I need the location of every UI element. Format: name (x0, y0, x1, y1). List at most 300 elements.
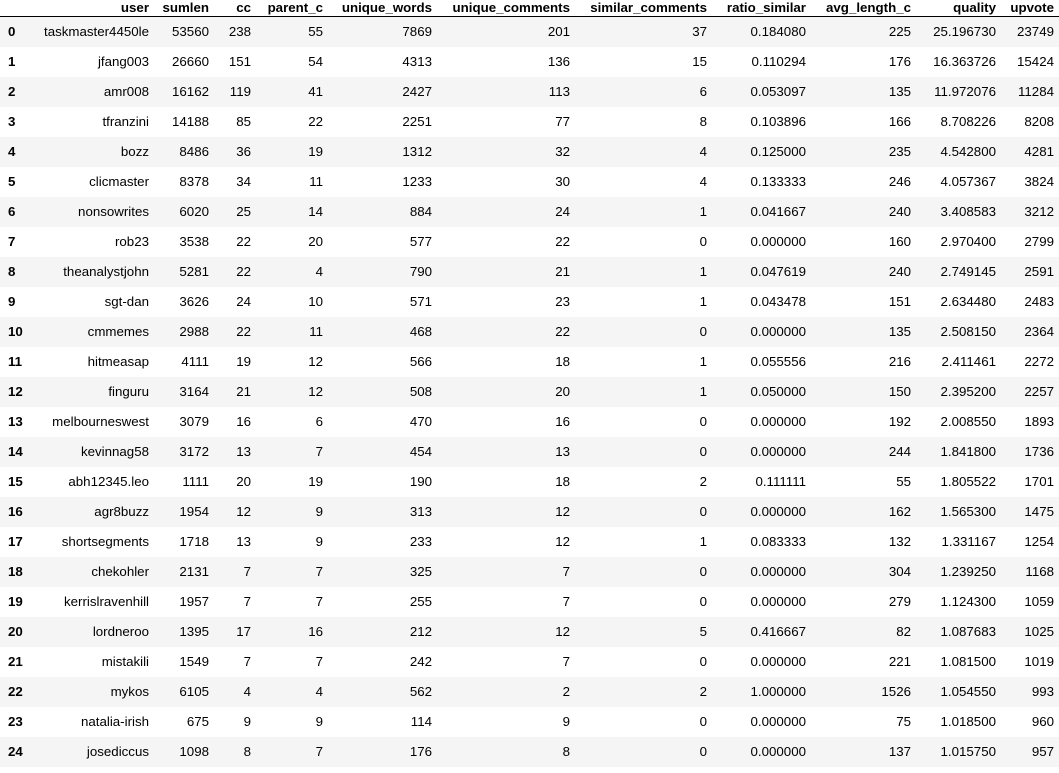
table-cell-similar-comments: 0 (699, 653, 707, 669)
table-cell-parent-c: 19 (308, 473, 323, 489)
column-header-ratio-similar: ratio_similar (712, 0, 811, 17)
table-cell-similar-comments: 1 (699, 293, 707, 309)
table-row (0, 557, 1059, 587)
table-cell-sumlen: 53560 (172, 23, 209, 39)
table-cell-avg-length-c: 240 (888, 263, 911, 279)
table-cell-unique-comments: 8 (562, 743, 570, 759)
table-cell-cc: 20 (236, 473, 251, 489)
table-cell-ratio-similar: 0.053097 (750, 83, 806, 99)
row-index: 11 (8, 353, 23, 369)
table-cell-quality: 25.196730 (933, 23, 996, 39)
table-row (0, 617, 1059, 647)
column-header-avg-length-c: avg_length_c (811, 0, 916, 17)
table-cell-ratio-similar: 0.000000 (750, 563, 806, 579)
table-cell-similar-comments: 0 (699, 593, 707, 609)
table-cell-unique-comments: 16 (555, 413, 570, 429)
table-cell-quality: 2.970400 (940, 233, 996, 249)
table-row (0, 437, 1059, 467)
table-cell-avg-length-c: 162 (888, 503, 911, 519)
table-cell-unique-comments: 7 (562, 563, 570, 579)
table-cell-cc: 7 (243, 593, 251, 609)
table-cell-unique-comments: 22 (555, 323, 570, 339)
table-cell-quality: 1.087683 (940, 623, 996, 639)
table-cell-sumlen: 26660 (172, 53, 209, 69)
table-row (0, 287, 1059, 317)
table-cell-sumlen: 1549 (179, 653, 209, 669)
table-row (0, 17, 1059, 47)
table-cell-upvote: 2257 (1024, 383, 1054, 399)
table-cell-user: nonsowrites (78, 203, 149, 219)
table-cell-avg-length-c: 137 (888, 743, 911, 759)
table-cell-unique-words: 1233 (402, 173, 432, 189)
table-cell-ratio-similar: 0.000000 (750, 443, 806, 459)
table-cell-avg-length-c: 160 (888, 233, 911, 249)
table-cell-unique-comments: 32 (555, 143, 570, 159)
table-row (0, 377, 1059, 407)
table-cell-ratio-similar: 0.000000 (750, 323, 806, 339)
column-header-parent-c: parent_c (256, 0, 328, 17)
table-cell-similar-comments: 0 (699, 503, 707, 519)
table-cell-ratio-similar: 0.000000 (750, 743, 806, 759)
table-cell-parent-c: 6 (315, 413, 323, 429)
table-cell-user: abh12345.leo (68, 473, 149, 489)
table-cell-ratio-similar: 0.103896 (750, 113, 806, 129)
row-index: 19 (8, 593, 23, 609)
row-index: 6 (8, 203, 16, 219)
table-cell-ratio-similar: 0.125000 (750, 143, 806, 159)
table-cell-avg-length-c: 166 (888, 113, 911, 129)
table-cell-parent-c: 10 (308, 293, 323, 309)
table-cell-unique-words: 325 (409, 563, 432, 579)
table-cell-parent-c: 9 (315, 533, 323, 549)
table-cell-cc: 19 (236, 353, 251, 369)
table-cell-sumlen: 14188 (172, 113, 209, 129)
table-cell-similar-comments: 5 (699, 623, 707, 639)
row-index: 13 (8, 413, 23, 429)
table-cell-parent-c: 55 (308, 23, 323, 39)
table-cell-user: taskmaster4450le (44, 23, 149, 39)
table-cell-sumlen: 3172 (179, 443, 209, 459)
table-cell-cc: 22 (236, 323, 251, 339)
table-cell-unique-comments: 18 (555, 473, 570, 489)
table-cell-upvote: 957 (1031, 743, 1054, 759)
table-cell-avg-length-c: 151 (888, 293, 911, 309)
table-cell-avg-length-c: 225 (888, 23, 911, 39)
table-cell-similar-comments: 6 (699, 83, 707, 99)
table-cell-upvote: 11284 (1018, 83, 1054, 99)
table-cell-user: bozz (120, 143, 149, 159)
table-cell-avg-length-c: 1526 (881, 683, 911, 699)
row-index: 17 (8, 533, 23, 549)
table-cell-similar-comments: 37 (692, 23, 707, 39)
table-cell-ratio-similar: 0.000000 (750, 713, 806, 729)
column-header-unique-comments: unique_comments (437, 0, 575, 17)
table-cell-parent-c: 7 (315, 563, 323, 579)
table-cell-quality: 1.054550 (940, 683, 996, 699)
table-cell-user: josediccus (86, 743, 149, 759)
table-cell-ratio-similar: 0.110294 (751, 53, 806, 69)
table-cell-unique-words: 212 (409, 623, 432, 639)
table-cell-unique-comments: 13 (555, 443, 570, 459)
table-cell-unique-words: 468 (409, 323, 432, 339)
table-cell-sumlen: 8378 (179, 173, 209, 189)
table-row (0, 407, 1059, 437)
table-cell-unique-comments: 77 (555, 113, 570, 129)
table-cell-ratio-similar: 0.000000 (750, 503, 806, 519)
row-index: 20 (8, 623, 23, 639)
row-index: 12 (8, 383, 23, 399)
table-cell-user: chekohler (91, 563, 149, 579)
table-cell-user: clicmaster (89, 173, 149, 189)
table-cell-upvote: 1168 (1025, 563, 1054, 579)
table-cell-sumlen: 2131 (179, 563, 209, 579)
table-cell-sumlen: 1954 (179, 503, 209, 519)
table-cell-ratio-similar: 0.041667 (750, 203, 806, 219)
table-cell-unique-comments: 2 (562, 683, 570, 699)
table-cell-parent-c: 12 (308, 383, 323, 399)
column-header-unique-words: unique_words (328, 0, 437, 17)
table-row (0, 737, 1059, 767)
table-cell-sumlen: 675 (186, 713, 209, 729)
table-cell-parent-c: 4 (315, 683, 323, 699)
row-index: 10 (8, 323, 23, 339)
table-cell-cc: 4 (243, 683, 251, 699)
table-cell-unique-comments: 23 (555, 293, 570, 309)
table-cell-cc: 25 (236, 203, 251, 219)
table-cell-cc: 9 (243, 713, 251, 729)
table-row (0, 77, 1059, 107)
column-header-user: user (30, 0, 154, 17)
table-cell-similar-comments: 0 (699, 713, 707, 729)
column-header-cc: cc (214, 0, 256, 17)
table-cell-unique-comments: 136 (547, 53, 570, 69)
column-header-upvote: upvote (1001, 0, 1059, 17)
table-cell-unique-comments: 21 (555, 263, 570, 279)
table-cell-cc: 238 (228, 23, 251, 39)
table-cell-similar-comments: 0 (699, 743, 707, 759)
table-row (0, 467, 1059, 497)
table-cell-cc: 8 (243, 743, 251, 759)
table-cell-unique-comments: 18 (555, 353, 570, 369)
table-cell-sumlen: 8486 (179, 143, 209, 159)
table-header-row (0, 0, 1059, 17)
table-cell-upvote: 1254 (1024, 533, 1054, 549)
table-cell-sumlen: 3164 (179, 383, 209, 399)
table-cell-avg-length-c: 246 (888, 173, 911, 189)
table-cell-quality: 4.542800 (940, 143, 996, 159)
table-cell-unique-words: 233 (409, 533, 432, 549)
table-cell-ratio-similar: 0.000000 (750, 653, 806, 669)
table-row (0, 197, 1059, 227)
row-index: 4 (8, 143, 16, 159)
table-cell-sumlen: 1098 (179, 743, 209, 759)
table-cell-parent-c: 11 (309, 173, 323, 189)
table-cell-cc: 12 (236, 503, 251, 519)
table-cell-similar-comments: 1 (699, 203, 707, 219)
table-cell-ratio-similar: 0.083333 (750, 533, 806, 549)
table-cell-user: cmmemes (87, 323, 149, 339)
table-cell-upvote: 4281 (1024, 143, 1054, 159)
table-cell-unique-words: 114 (410, 713, 432, 729)
table-cell-parent-c: 12 (308, 353, 323, 369)
row-index: 8 (8, 263, 16, 279)
table-cell-unique-words: 790 (409, 263, 432, 279)
table-cell-ratio-similar: 0.043478 (750, 293, 806, 309)
table-cell-ratio-similar: 0.050000 (750, 383, 806, 399)
table-cell-parent-c: 9 (315, 713, 323, 729)
table-cell-unique-words: 562 (409, 683, 432, 699)
table-cell-upvote: 15424 (1017, 53, 1054, 69)
row-index: 14 (8, 443, 23, 459)
table-cell-sumlen: 5281 (179, 263, 209, 279)
row-index: 5 (8, 173, 16, 189)
row-index: 2 (8, 83, 16, 99)
column-header-quality: quality (916, 0, 1001, 17)
table-cell-ratio-similar: 1.000000 (750, 683, 806, 699)
table-cell-unique-comments: 113 (548, 83, 570, 99)
table-cell-user: mistakili (101, 653, 149, 669)
row-index: 0 (8, 23, 16, 39)
table-cell-upvote: 1701 (1024, 473, 1054, 489)
index-header (0, 0, 30, 17)
table-cell-unique-words: 1312 (402, 143, 432, 159)
table-cell-quality: 3.408583 (940, 203, 996, 219)
row-index: 24 (8, 743, 23, 759)
table-cell-unique-comments: 20 (555, 383, 570, 399)
table-cell-similar-comments: 1 (699, 383, 707, 399)
table-cell-cc: 34 (236, 173, 251, 189)
table-row (0, 647, 1059, 677)
table-cell-similar-comments: 1 (699, 533, 707, 549)
table-cell-user: natalia-irish (81, 713, 149, 729)
table-cell-user: finguru (108, 383, 149, 399)
table-cell-unique-words: 2427 (402, 83, 432, 99)
table-cell-similar-comments: 1 (699, 353, 707, 369)
table-cell-avg-length-c: 304 (888, 563, 911, 579)
table-cell-quality: 2.395200 (940, 383, 996, 399)
table-cell-parent-c: 7 (315, 593, 323, 609)
table-row (0, 527, 1059, 557)
column-header-similar-comments: similar_comments (575, 0, 712, 17)
table-row (0, 707, 1059, 737)
table-cell-similar-comments: 0 (699, 233, 707, 249)
table-cell-quality: 11.972076 (934, 83, 996, 99)
table-cell-upvote: 8208 (1024, 113, 1054, 129)
table-cell-quality: 1.805522 (940, 473, 996, 489)
table-cell-user: tfranzini (102, 113, 149, 129)
row-index: 18 (8, 563, 23, 579)
table-cell-cc: 85 (236, 113, 251, 129)
column-header-sumlen: sumlen (154, 0, 214, 17)
table-cell-quality: 1.015750 (940, 743, 996, 759)
table-cell-sumlen: 6105 (179, 683, 209, 699)
table-cell-unique-words: 508 (409, 383, 432, 399)
table-cell-user: sgt-dan (104, 293, 149, 309)
table-cell-similar-comments: 0 (699, 563, 707, 579)
table-cell-avg-length-c: 279 (888, 593, 911, 609)
table-cell-unique-words: 577 (409, 233, 432, 249)
table-cell-unique-words: 7869 (402, 23, 432, 39)
table-cell-user: jfang003 (97, 53, 149, 69)
table-cell-similar-comments: 0 (699, 413, 707, 429)
table-cell-user: theanalystjohn (63, 263, 149, 279)
table-cell-quality: 2.008550 (940, 413, 996, 429)
table-cell-upvote: 1025 (1024, 623, 1054, 639)
table-cell-unique-comments: 7 (562, 593, 570, 609)
table-cell-quality: 4.057367 (940, 173, 996, 189)
table-cell-cc: 17 (236, 623, 251, 639)
table-cell-quality: 1.018500 (940, 713, 996, 729)
row-index: 22 (8, 683, 23, 699)
table-cell-parent-c: 7 (315, 653, 323, 669)
table-cell-unique-comments: 7 (562, 653, 570, 669)
table-cell-upvote: 2364 (1024, 323, 1054, 339)
table-cell-quality: 1.124300 (940, 593, 996, 609)
table-cell-upvote: 3212 (1024, 203, 1054, 219)
table-cell-unique-words: 470 (409, 413, 432, 429)
table-cell-sumlen: 16162 (172, 83, 209, 99)
table-cell-user: rob23 (114, 233, 149, 249)
table-row (0, 497, 1059, 527)
table-cell-unique-words: 4313 (402, 53, 432, 69)
table-cell-cc: 24 (236, 293, 251, 309)
table-cell-sumlen: 6020 (179, 203, 209, 219)
table-cell-similar-comments: 4 (699, 143, 707, 159)
table-cell-avg-length-c: 240 (888, 203, 911, 219)
table-cell-unique-comments: 12 (555, 623, 570, 639)
table-cell-similar-comments: 8 (699, 113, 707, 129)
table-cell-user: lordneroo (92, 623, 149, 639)
table-cell-user: mykos (110, 683, 149, 699)
table-cell-unique-comments: 12 (555, 503, 570, 519)
table-row (0, 317, 1059, 347)
table-cell-upvote: 1059 (1024, 593, 1054, 609)
table-cell-ratio-similar: 0.000000 (750, 413, 806, 429)
table-cell-parent-c: 7 (315, 443, 323, 459)
table-cell-upvote: 960 (1031, 713, 1054, 729)
table-cell-cc: 7 (243, 653, 251, 669)
row-index: 16 (8, 503, 23, 519)
table-cell-upvote: 2799 (1024, 233, 1054, 249)
table-cell-user: shortsegments (61, 533, 149, 549)
table-cell-upvote: 993 (1031, 683, 1054, 699)
table-cell-unique-comments: 30 (555, 173, 570, 189)
table-cell-unique-words: 176 (409, 743, 432, 759)
table-cell-upvote: 1019 (1024, 653, 1054, 669)
table-cell-avg-length-c: 135 (888, 323, 911, 339)
table-row (0, 137, 1059, 167)
table-cell-upvote: 2591 (1024, 263, 1054, 279)
table-cell-similar-comments: 2 (699, 683, 707, 699)
table-cell-cc: 119 (229, 83, 251, 99)
table-cell-unique-comments: 24 (555, 203, 570, 219)
table-cell-sumlen: 2988 (179, 323, 209, 339)
row-index: 15 (8, 473, 23, 489)
table-cell-avg-length-c: 176 (888, 53, 911, 69)
table-cell-parent-c: 19 (308, 143, 323, 159)
table-cell-avg-length-c: 135 (888, 83, 911, 99)
table-cell-parent-c: 11 (309, 323, 323, 339)
table-cell-parent-c: 54 (308, 53, 323, 69)
table-cell-unique-comments: 201 (547, 23, 570, 39)
table-cell-quality: 1.239250 (940, 563, 996, 579)
table-cell-ratio-similar: 0.184080 (750, 23, 806, 39)
table-cell-cc: 22 (236, 233, 251, 249)
table-cell-unique-words: 454 (409, 443, 432, 459)
table-row (0, 677, 1059, 707)
table-cell-sumlen: 1718 (179, 533, 209, 549)
table-cell-cc: 36 (236, 143, 251, 159)
table-cell-quality: 1.841800 (940, 443, 996, 459)
table-cell-user: agr8buzz (94, 503, 149, 519)
table-cell-upvote: 2272 (1024, 353, 1054, 369)
table-cell-unique-comments: 22 (555, 233, 570, 249)
table-cell-ratio-similar: 0.055556 (750, 353, 806, 369)
table-row (0, 167, 1059, 197)
table-cell-unique-words: 313 (409, 503, 432, 519)
table-cell-similar-comments: 2 (699, 473, 707, 489)
table-cell-cc: 7 (243, 563, 251, 579)
table-cell-unique-words: 255 (409, 593, 432, 609)
table-cell-avg-length-c: 150 (888, 383, 911, 399)
table-cell-upvote: 1736 (1024, 443, 1054, 459)
table-cell-ratio-similar: 0.047619 (750, 263, 806, 279)
table-cell-sumlen: 1957 (179, 593, 209, 609)
table-cell-avg-length-c: 82 (896, 623, 911, 639)
table-cell-avg-length-c: 132 (888, 533, 911, 549)
table-cell-upvote: 3824 (1024, 173, 1054, 189)
table-cell-user: melbourneswest (52, 413, 149, 429)
table-cell-parent-c: 9 (315, 503, 323, 519)
table-cell-quality: 2.508150 (940, 323, 996, 339)
table-cell-ratio-similar: 0.111111 (755, 473, 806, 489)
table-cell-sumlen: 3079 (179, 413, 209, 429)
row-index: 23 (8, 713, 23, 729)
table-row (0, 107, 1059, 137)
table-cell-cc: 13 (236, 443, 251, 459)
table-cell-unique-words: 2251 (402, 113, 432, 129)
table-body (0, 17, 1059, 767)
table-cell-unique-words: 566 (409, 353, 432, 369)
table-cell-unique-words: 571 (409, 293, 432, 309)
table-cell-ratio-similar: 0.133333 (750, 173, 806, 189)
table-cell-parent-c: 22 (308, 113, 323, 129)
table-cell-ratio-similar: 0.416667 (750, 623, 806, 639)
table-cell-user: amr008 (103, 83, 149, 99)
table-cell-avg-length-c: 235 (888, 143, 911, 159)
table-cell-similar-comments: 0 (699, 323, 707, 339)
table-cell-upvote: 23749 (1017, 23, 1054, 39)
table-cell-unique-words: 242 (409, 653, 432, 669)
table-cell-parent-c: 14 (308, 203, 323, 219)
table-cell-sumlen: 3626 (179, 293, 209, 309)
table-cell-user: hitmeasap (87, 353, 149, 369)
table-cell-unique-comments: 12 (555, 533, 570, 549)
table-cell-parent-c: 16 (308, 623, 323, 639)
table-cell-quality: 1.081500 (940, 653, 996, 669)
table-cell-avg-length-c: 244 (888, 443, 911, 459)
table-cell-quality: 8.708226 (940, 113, 996, 129)
table-cell-sumlen: 4111 (181, 353, 209, 369)
table-cell-upvote: 1893 (1024, 413, 1054, 429)
row-index: 3 (8, 113, 16, 129)
table-cell-cc: 22 (236, 263, 251, 279)
table-cell-quality: 2.411461 (941, 353, 996, 369)
table-cell-parent-c: 41 (308, 83, 323, 99)
table-cell-cc: 151 (228, 53, 251, 69)
table-cell-similar-comments: 4 (699, 173, 707, 189)
table-row (0, 227, 1059, 257)
